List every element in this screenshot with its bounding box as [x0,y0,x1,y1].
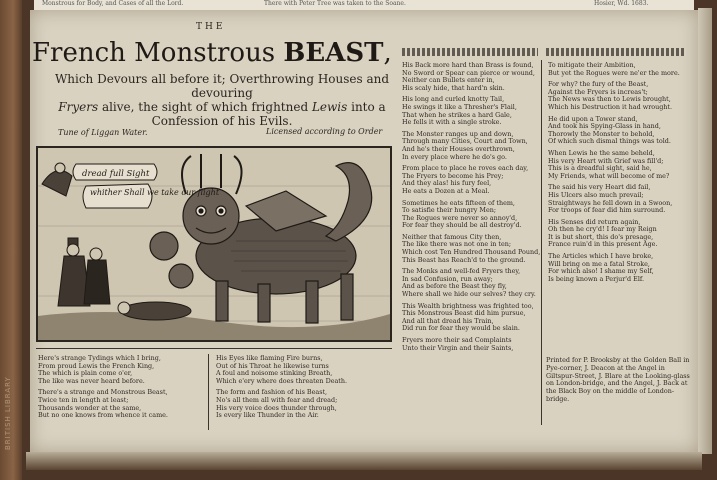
verse-line: He eats a Dozen at a Meal. [402,186,490,195]
broadside-title: French Monstrous BEAST, [32,38,392,68]
verse-stanza [402,165,540,195]
verse-line: Here's strange Tydings which I bring, [38,354,161,362]
verse-line: Thousands wonder at the same, [38,403,142,412]
verse-line: The News was then to Lewis brought, [548,95,671,104]
ornament-band-col4 [546,48,686,56]
verse-line: The like there was not one in ten; [402,240,512,249]
verse-line: And they alas! his fury feel, [402,179,492,188]
verse-stanza [548,116,690,146]
verse-line: To mitigate their Ambition, [548,61,636,69]
verse-line: And as before the Beast they fly, [402,282,507,291]
ornament-band-col3 [402,48,538,56]
verse-line: France ruin'd in this present Age. [548,240,658,249]
printer-imprint: Printed for P. Brooksby at the Golden Ball in Pye-corner, J. Deacon at the Angel in Giltspur-Street, J. Blare at the Looking-glass on London-bridge, and the Angel, J. Back at the Black Boy on the middle of London-bridge. [546,356,690,403]
verse-line: Of which such dismal things was told. [548,137,671,146]
verse-line: Is being known a Perjur'd Elf. [548,274,645,283]
verse-line: Did run for fear they would be slain. [402,324,520,333]
svg-text:dread full Sight: dread full Sight [82,169,150,179]
verse-line: His long and curled knotty Tail, [402,95,505,104]
verse-line: Where shall we hide our selves? they cry. [402,290,536,299]
verse-line: A foul and noisome stinking Breath, [216,369,333,378]
verse-line: His Back more hard than Brass is found, [402,61,534,69]
subtitle: Which Devours all before it; Overthrowing Houses and devouring Fryers alive, the sight of which frightned Lewis into a Confession of his Evils. [54,72,390,128]
verse-line: To satisfie their hungry Men; [402,206,497,215]
verse-line: But no one knows from whence it came. [38,411,168,420]
tune-line: Tune of Liggan Water. [58,128,148,137]
verse-line: The Fryers to become his Prey; [402,171,504,180]
bottom-left-verses [38,355,206,424]
verse-line: Which his Destruction it had wrought. [548,102,673,111]
bottom-middle-verses [216,355,392,424]
verse-line: No Sword or Spear can pierce or wound, [402,68,535,77]
verse-line: And he's their Houses overthrown, [402,144,515,153]
beast-woodcut [36,146,392,342]
strip-text-left: Monstrous for Body, and Cases of all the Lord. [42,0,184,7]
verse-line: That when he strikes a hard Gale, [402,110,512,119]
verse-line: He did upon a Tower stand, [548,114,638,123]
verse-line: This is a dreadful sight, said he, [548,164,652,173]
page-edge-right [698,8,712,454]
verse-line: The Monster ranges up and down, [402,129,514,138]
verse-line: In every place where he do's go. [402,152,507,161]
speech-2-text: whither Shall we take our flight [90,188,220,197]
verse-line: There's a strange and Monstrous Beast, [38,388,168,397]
verse-stanza [38,389,206,419]
verse-line: Twice ten in length at least; [38,395,129,404]
verse-line: Oh then he cry'd! I fear my Reign [548,225,657,234]
verse-stanza [38,355,206,385]
verse-stanza [402,303,540,333]
verse-stanza [548,62,690,77]
verse-line: For fear they should be all destroy'd. [402,221,522,230]
verse-line: The Monks and well-fed Fryers they, [402,267,521,276]
page-edge-bottom [26,452,702,470]
verse-line: My Friends, what will become of me? [548,171,670,180]
verse-line: The Articles which I have broke, [548,252,654,261]
strip-text-right: Hosier, Wd. 1683. [594,0,649,7]
verse-line: He swings it like a Thresher's Flail, [402,102,517,111]
title-bold-word: BEAST [283,38,384,68]
verse-line: Neither can Bullets enter in, [402,76,495,85]
license-line: Licensed according to Order [266,127,383,136]
verse-stanza [548,219,690,249]
verse-line: Against the Fryers is increas't; [548,87,648,96]
verse-stanza [402,268,540,298]
verse-line: For troops of fear did him surround. [548,206,666,215]
verse-stanza [402,96,540,126]
verse-line: This Beast has Reach'd to the ground. [402,255,526,264]
column-divider [208,354,209,430]
verse-line: No's all them all with fear and dread; [216,395,338,404]
verse-line: Which cost Ten Hundred Thousand Pound, [402,248,541,257]
title-kicker: THE [196,22,226,32]
verse-line: This Monstrous Beast did him pursue, [402,309,526,318]
verse-stanza [548,253,690,283]
verse-line: Straightways he fell down in a Swoon, [548,198,673,207]
verse-line: The like was never heard before. [38,376,145,385]
verse-line: His Ulcers also much prevail; [548,190,644,199]
column-four-verses [548,62,690,287]
verse-line: Will bring on me a fatal Stroke, [548,259,650,268]
verse-line: In sad Confusion, run away; [402,274,493,283]
verse-line: And all that dread his Train, [402,316,494,325]
column-three-verses [402,62,540,356]
verse-line: The Rogues were never so annoy'd, [402,213,518,222]
verse-line: From place to place he roves each day, [402,164,529,173]
verse-line: For why? the fury of the Beast, [548,80,649,89]
verse-stanza [548,81,690,111]
verse-line: Thorowly the Monster to behold, [548,129,655,138]
verse-stanza [402,337,540,352]
verse-stanza [402,131,540,161]
verse-stanza [548,184,690,214]
verse-stanza [402,200,540,230]
verse-line: For which also! I shame my Self, [548,267,654,276]
previous-page-strip [34,0,694,10]
verse-line: This Wealth brightness was frighted too, [402,301,534,310]
spine-label: BRITISH LIBRARY [4,376,12,450]
verse-line: The said his very Heart did fail, [548,183,651,192]
verse-stanza [216,355,392,385]
right-column-divider [541,60,542,425]
verse-line: The which is plain come o'er, [38,369,133,378]
verse-stanza [548,150,690,180]
verse-line: When Lewis he the same beheld, [548,148,655,157]
verse-line: Sometimes he eats fifteen of them, [402,198,515,207]
verse-line: Neither that famous City then, [402,232,502,241]
verse-line: He fells it with a single stroke. [402,118,502,127]
verse-line: The form and fashion of his Beast, [216,388,328,397]
verse-line: But yet the Rogues were ne'er the more. [548,68,680,77]
verse-line: And took his Spying-Glass in hand, [548,122,661,131]
verse-stanza [216,389,392,419]
verse-line: Which e'ery where does threaten Death. [216,376,347,385]
verse-line: His very voice does thunder through, [216,403,337,412]
speech-scroll-1 [73,164,157,180]
book-spine [0,0,22,480]
strip-text-middle: There with Peter Tree was taken to the Soane. [264,0,406,7]
verse-line: His scaly hide, that hard'n skin. [402,83,505,92]
rule-under-woodcut [36,348,392,349]
verse-line: His Eyes like flaming Fire burns, [216,354,323,362]
verse-line: From proud Lewis the French King, [38,361,155,370]
verse-line: Through many Cities, Court and Town, [402,137,528,146]
verse-stanza [402,62,540,92]
verse-stanza [402,234,540,264]
verse-line: Unto their Virgin and their Saints, [402,343,514,352]
verse-line: His very Heart with Grief was fill'd; [548,156,664,165]
verse-line: Out of his Throat he likewise turns [216,361,329,370]
verse-line: Fryers more their sad Complaints [402,336,512,344]
verse-line: Is every like Thunder in the Air. [216,411,319,420]
verse-line: It is but short, this do's presage, [548,232,654,241]
verse-line: His Senses did return again, [548,217,641,226]
